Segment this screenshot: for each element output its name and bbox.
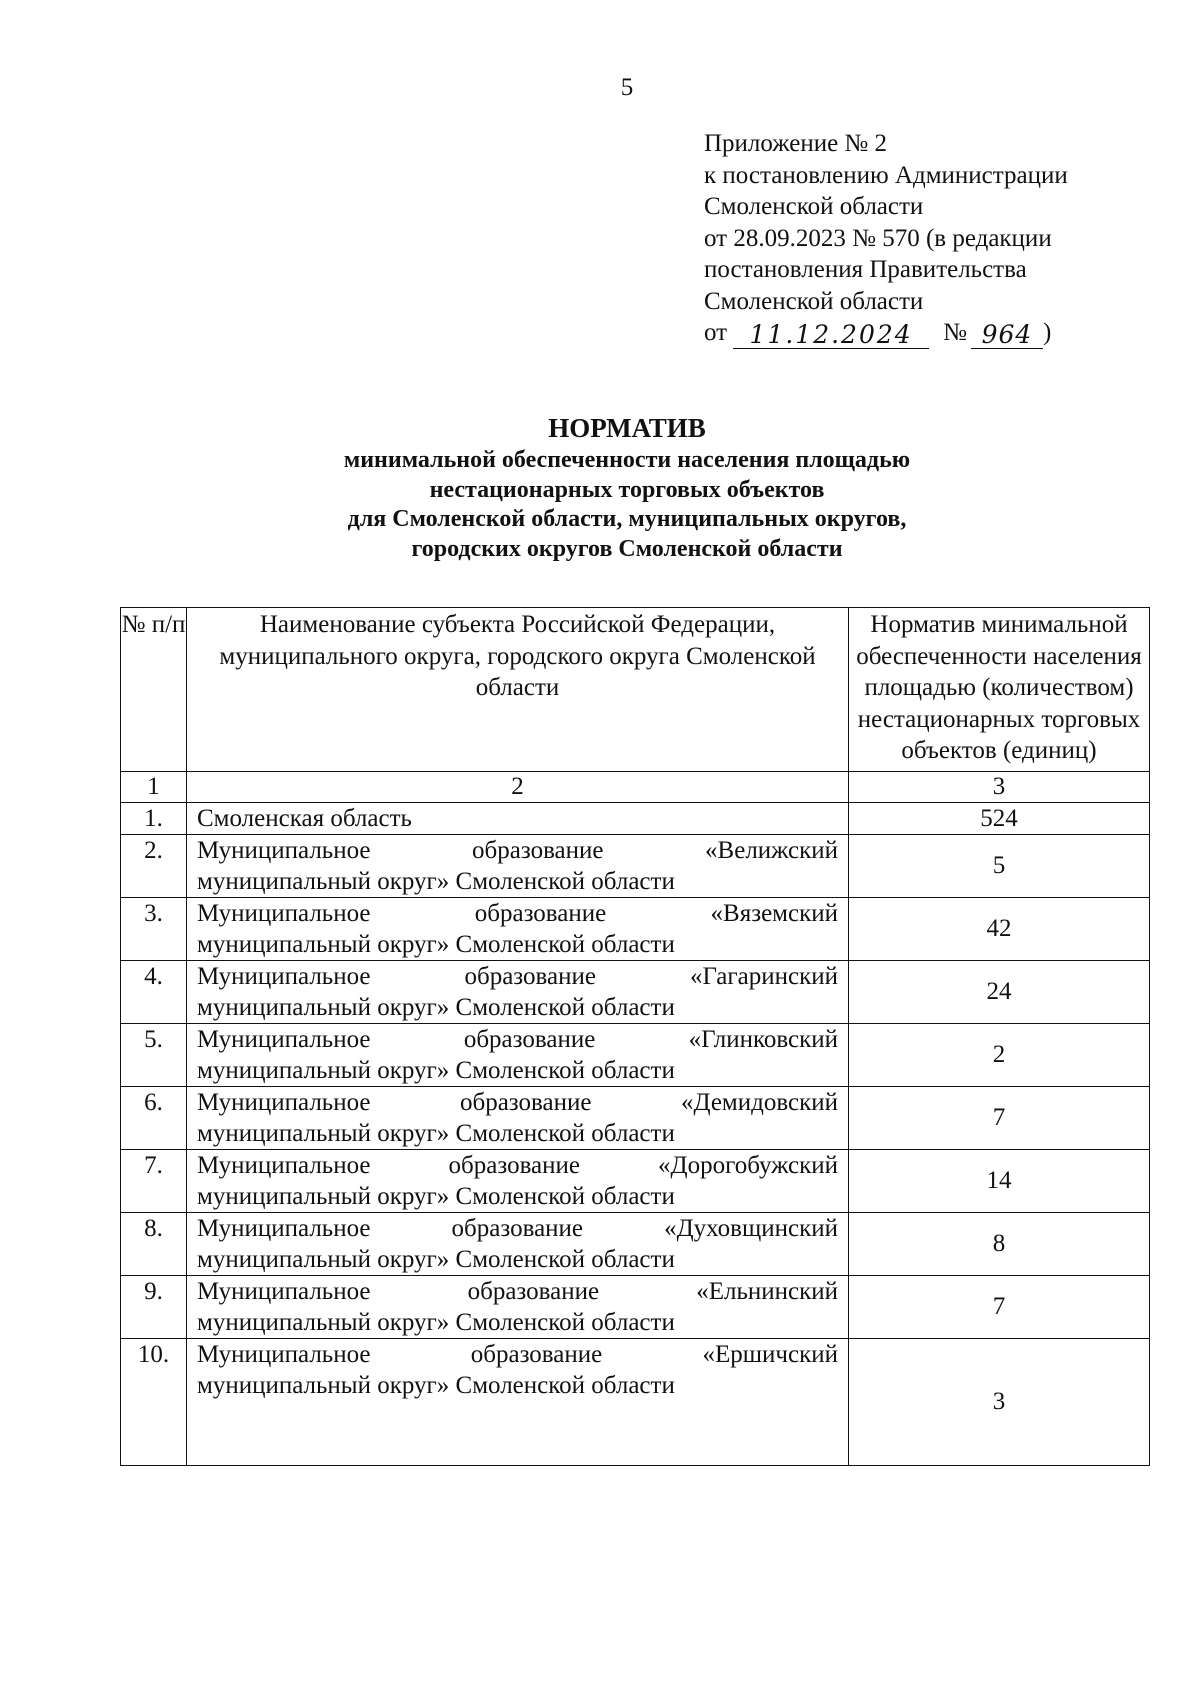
table-row xyxy=(121,802,1150,834)
row-name-line: Муниципальное образование «Дорогобужский xyxy=(197,1151,838,1179)
row-name-line: муниципальный округ» Смоленской области xyxy=(197,1182,675,1210)
row-number: 8. xyxy=(121,1212,187,1275)
row-name-line: муниципальный округ» Смоленской области xyxy=(197,867,675,895)
appendix-line: Смоленской области xyxy=(704,193,924,220)
header-number: № п/п xyxy=(121,608,187,772)
row-name xyxy=(187,1023,849,1086)
appendix-line: Смоленской области xyxy=(704,287,924,315)
row-name xyxy=(187,1149,849,1212)
row-value: 42 xyxy=(849,897,1150,960)
closing-paren: ) xyxy=(1042,319,1052,346)
number-label: № xyxy=(943,319,967,346)
table-row xyxy=(121,1086,1150,1149)
table-row xyxy=(121,1149,1150,1212)
row-name-line: муниципальный округ» Смоленской области xyxy=(197,1308,675,1336)
row-name xyxy=(187,1275,849,1338)
row-name-line: муниципальный округ» Смоленской области xyxy=(197,993,675,1021)
handwritten-date: 11.12.2024 xyxy=(733,322,929,349)
table-row xyxy=(121,1275,1150,1338)
row-value: 2 xyxy=(849,1023,1150,1086)
row-name-line: муниципальный округ» Смоленской области xyxy=(197,1056,675,1084)
row-name xyxy=(187,897,849,960)
table-row xyxy=(121,960,1150,1023)
appendix-line: от 28.09.2023 № 570 (в редакции xyxy=(704,224,1052,252)
row-value: 7 xyxy=(849,1086,1150,1149)
column-number: 2 xyxy=(187,771,849,802)
row-name xyxy=(187,834,849,897)
row-number: 10. xyxy=(121,1338,187,1465)
header-norm: Норматив минимальной обеспеченности населения площадью (количеством) нестационарных торговых объектов (единиц) xyxy=(849,608,1150,772)
column-number: 3 xyxy=(849,771,1150,802)
appendix-block xyxy=(704,128,1068,349)
row-value: 14 xyxy=(849,1149,1150,1212)
row-value: 524 xyxy=(849,802,1150,834)
row-number: 3. xyxy=(121,897,187,960)
appendix-line: к постановлению Администрации xyxy=(704,161,1068,189)
signature-line xyxy=(704,317,1068,349)
row-name-line: Муниципальное образование «Духовщинский xyxy=(197,1214,838,1242)
row-name-line: Муниципальное образование «Ельнинский xyxy=(197,1277,838,1305)
handwritten-number: 964 xyxy=(971,322,1043,349)
row-name xyxy=(187,1338,849,1465)
norm-table xyxy=(120,607,1150,1466)
row-name-line: Муниципальное образование «Велижский xyxy=(197,836,838,864)
row-name-line: Муниципальное образование «Глинковский xyxy=(197,1025,838,1053)
row-number: 6. xyxy=(121,1086,187,1149)
row-name-line: муниципальный округ» Смоленской области xyxy=(197,1245,675,1273)
header-name: Наименование субъекта Российской Федерации, муниципального округа, городского округа Смоленской области xyxy=(187,608,849,772)
row-number: 7. xyxy=(121,1149,187,1212)
row-name-line: Муниципальное образование «Ершичский xyxy=(197,1340,838,1368)
row-value: 3 xyxy=(849,1338,1150,1465)
row-name-line: Муниципальное образование «Гагаринский xyxy=(197,962,838,990)
table-row xyxy=(121,1338,1150,1465)
row-value: 7 xyxy=(849,1275,1150,1338)
table-row xyxy=(121,1023,1150,1086)
title-line: минимальной обеспеченности населения площадью xyxy=(343,447,911,473)
column-number: 1 xyxy=(121,771,187,802)
row-name xyxy=(187,1212,849,1275)
title-line: для Смоленской области, муниципальных округов, xyxy=(347,506,907,532)
table-row xyxy=(121,834,1150,897)
row-number: 5. xyxy=(121,1023,187,1086)
table-header-row xyxy=(121,608,1150,772)
row-value: 8 xyxy=(849,1212,1150,1275)
title-line: городских округов Смоленской области xyxy=(411,535,843,562)
from-label: от xyxy=(704,319,728,346)
row-number: 1. xyxy=(121,802,187,834)
row-name xyxy=(187,1086,849,1149)
appendix-line: Приложение № 2 xyxy=(704,130,888,157)
document-title xyxy=(0,410,1200,564)
page-number: 5 xyxy=(620,74,634,101)
row-name-line: муниципальный округ» Смоленской области xyxy=(197,1119,675,1147)
table-row xyxy=(121,1212,1150,1275)
row-name-line: муниципальный округ» Смоленской области xyxy=(197,930,675,958)
row-number: 2. xyxy=(121,834,187,897)
row-value: 24 xyxy=(849,960,1150,1023)
row-number: 4. xyxy=(121,960,187,1023)
row-value: 5 xyxy=(849,834,1150,897)
row-number: 9. xyxy=(121,1275,187,1338)
column-numbers-row xyxy=(121,771,1150,802)
row-name-line: Муниципальное образование «Вяземский xyxy=(197,899,838,927)
title-main: НОРМАТИВ xyxy=(548,413,706,443)
row-name xyxy=(187,960,849,1023)
row-name: Смоленская область xyxy=(187,802,849,834)
appendix-line: постановления Правительства xyxy=(704,256,1027,283)
row-name-line: муниципальный округ» Смоленской области xyxy=(197,1371,675,1399)
title-line: нестационарных торговых объектов xyxy=(429,476,825,503)
row-name-line: Муниципальное образование «Демидовский xyxy=(197,1088,838,1116)
table-row xyxy=(121,897,1150,960)
